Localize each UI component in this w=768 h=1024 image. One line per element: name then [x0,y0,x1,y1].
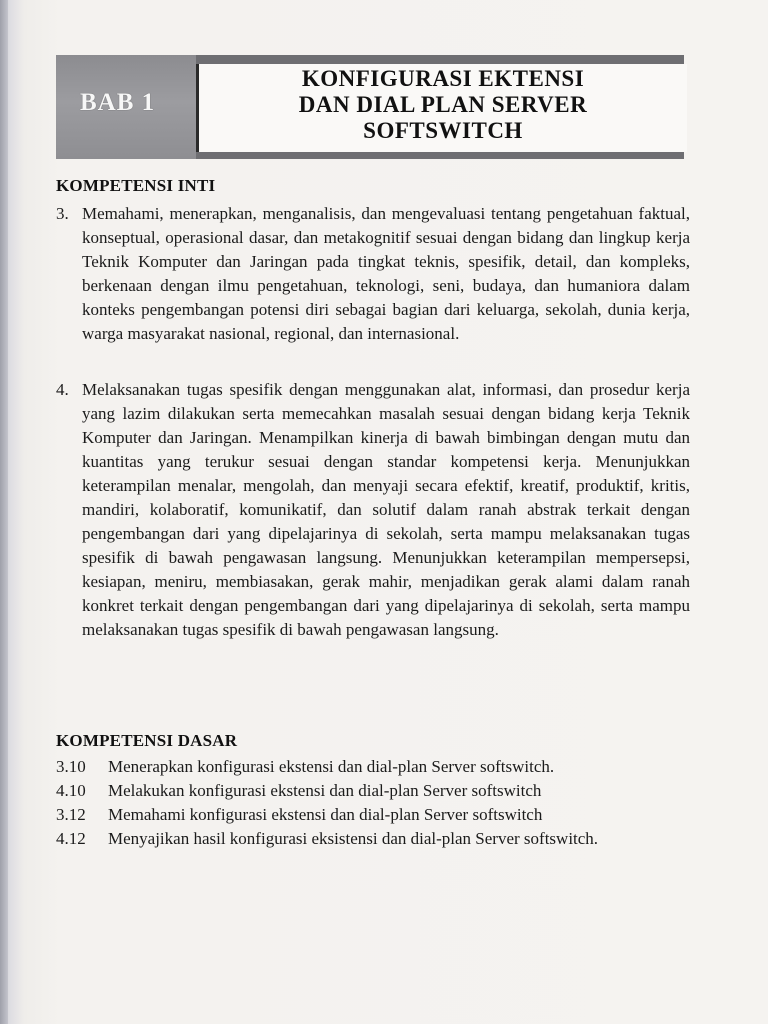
competency-text: Menyajikan hasil konfigurasi eksistensi dan dial-plan Server softswitch. [108,829,599,848]
kompetensi-inti-heading: KOMPETENSI INTI [56,176,216,195]
competency-text: Melakukan konfigurasi ekstensi dan dial-plan Server softswitch [108,781,542,800]
item-number: 4. [56,380,69,399]
chapter-title-line: KONFIGURASI EKTENSI [301,66,585,91]
competency-code: 3.10 [56,757,86,776]
list-item [56,755,696,779]
kompetensi-dasar-heading: KOMPETENSI DASAR [56,731,238,750]
chapter-title-line: SOFTSWITCH [363,118,523,143]
competency-code: 4.10 [56,781,86,800]
item-text: Melaksanakan tugas spesifik dengan menggunakan alat, informasi, dan prosedur kerja yang lazim dilakukan serta memecahkan masalah sesuai dengan bidang kerja Teknik Komputer dan Jaringan. Menampilkan kinerja di bawah bimbingan dengan mutu dan kuantitas yang terukur sesuai dengan standar kompetensi kerja. Menunjukkan keterampilan menalar, mengolah, dan menyaji secara efektif, kreatif, produktif, kritis, mandiri, kolaboratif, komunikatif, dan solutif dalam ranah abstrak terkait dengan pengembangan dari yang dipelajarinya di sekolah, serta mampu melaksanakan tugas spesifik di bawah pengawasan langsung. Menunjukkan keterampilan mempersepsi, kesiapan, meniru, membiasakan, gerak mahir, menjadikan gerak alami dalam ranah konkret terkait dengan pengembangan dari yang dipelajarinya di sekolah, serta mampu melaksanakan tugas spesifik di bawah pengawasan langsung. [82,380,690,639]
competency-code: 4.12 [56,829,86,848]
kompetensi-dasar-list [56,755,696,851]
kompetensi-inti-item [56,378,690,642]
item-text: Memahami, menerapkan, menganalisis, dan mengevaluasi tentang pengetahuan faktual, konseptual, operasional dasar, dan metakognitif sesuai dengan bidang dan lingkup kerja Teknik Komputer dan Jaringan pada tingkat teknis, spesifik, detail, dan kompleks, berkenaan dengan ilmu pengetahuan, teknologi, seni, budaya, dan humaniora dalam konteks pengembangan potensi diri sebagai bagian dari keluarga, sekolah, dunia kerja, warga masyarakat nasional, regional, dan internasional. [82,204,690,343]
list-item [56,803,696,827]
item-number: 3. [56,204,69,223]
chapter-label-box [56,55,196,159]
chapter-title-line: DAN DIAL PLAN SERVER [298,92,588,117]
competency-text: Menerapkan konfigurasi ekstensi dan dial-plan Server softswitch. [108,757,555,776]
chapter-label: BAB 1 [80,89,156,116]
chapter-header [56,55,684,159]
list-item [56,827,696,851]
chapter-title-box [196,64,687,152]
competency-text: Memahami konfigurasi ekstensi dan dial-plan Server softswitch [108,805,543,824]
list-item [56,779,696,803]
chapter-title [213,66,673,144]
kompetensi-inti-item [56,202,690,346]
competency-code: 3.12 [56,805,86,824]
